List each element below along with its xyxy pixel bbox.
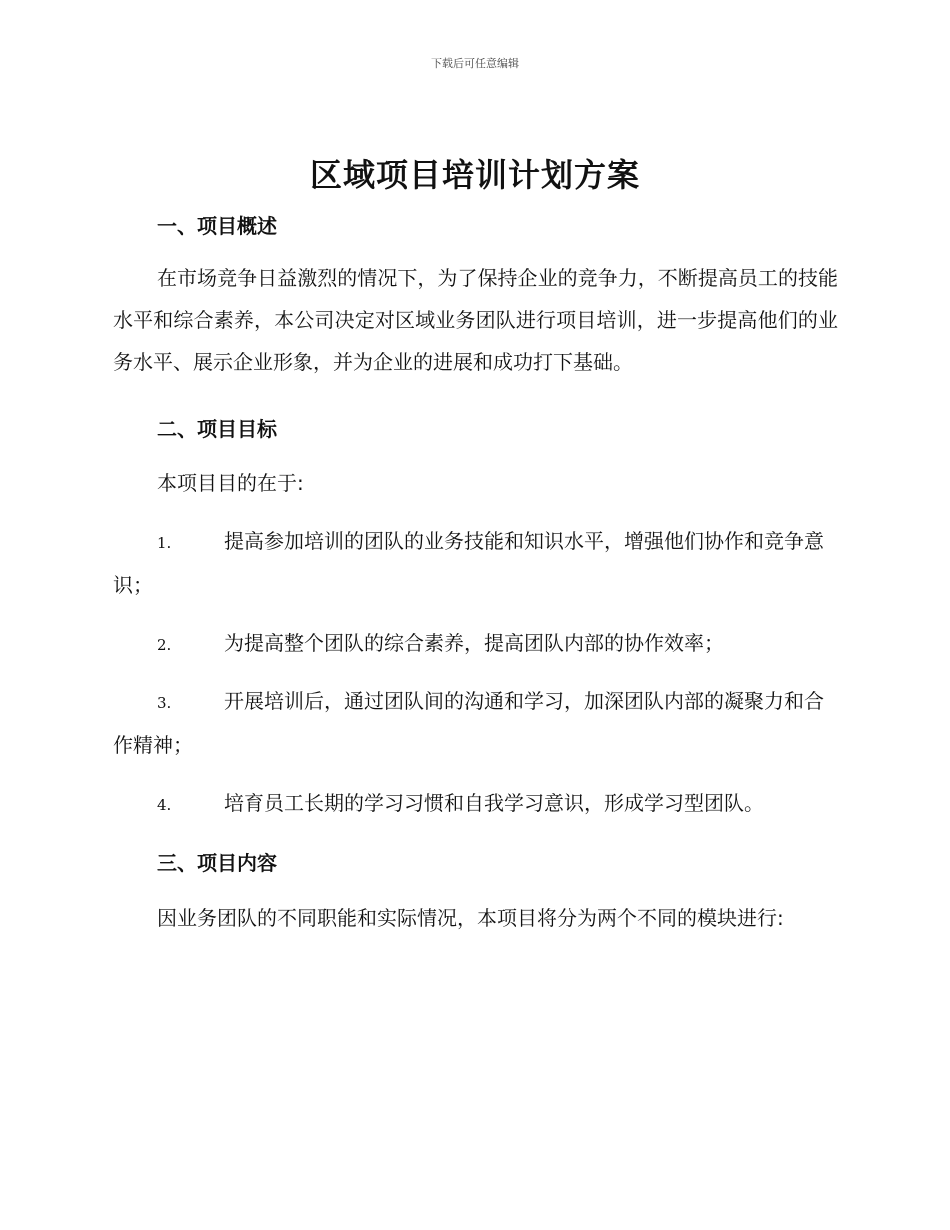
list-text: 培育员工长期的学习习惯和自我学习意识，形成学习型团队。 bbox=[224, 791, 764, 815]
goal-list-item-2 bbox=[113, 622, 838, 666]
goal-list-item-1 bbox=[113, 520, 838, 606]
section-heading-overview: 一、项目概述 bbox=[157, 214, 277, 238]
list-number: 3. bbox=[157, 694, 172, 712]
list-text: 提高参加培训的团队的业务技能和知识水平，增强他们协作和竞争意识； bbox=[113, 529, 824, 597]
content-paragraph: 因业务团队的不同职能和实际情况，本项目将分为两个不同的模块进行: bbox=[157, 906, 784, 930]
section-heading-goals: 二、项目目标 bbox=[157, 417, 277, 441]
section-heading-content: 三、项目内容 bbox=[157, 851, 277, 875]
goals-intro-paragraph: 本项目目的在于: bbox=[157, 471, 304, 495]
goal-list-item-3 bbox=[113, 680, 838, 766]
document-title: 区域项目培训计划方案 bbox=[309, 156, 640, 194]
list-number: 2. bbox=[157, 636, 172, 654]
list-text: 开展培训后，通过团队间的沟通和学习，加深团队内部的凝聚力和合作精神； bbox=[113, 689, 824, 757]
page-header-note: 下载后可任意编辑 bbox=[431, 57, 519, 70]
list-number: 4. bbox=[157, 796, 172, 814]
list-text: 为提高整个团队的综合素养，提高团队内部的协作效率； bbox=[224, 631, 724, 655]
goal-list-item-4 bbox=[113, 782, 838, 826]
overview-paragraph: 在市场竞争日益激烈的情况下，为了保持企业的竞争力，不断提高员工的技能水平和综合素养，本公司决定对区域业务团队进行项目培训，进一步提高他们的业务水平、展示企业形象，并为企业的进展和成功打下基础。 bbox=[113, 266, 838, 374]
list-number: 1. bbox=[157, 534, 172, 552]
